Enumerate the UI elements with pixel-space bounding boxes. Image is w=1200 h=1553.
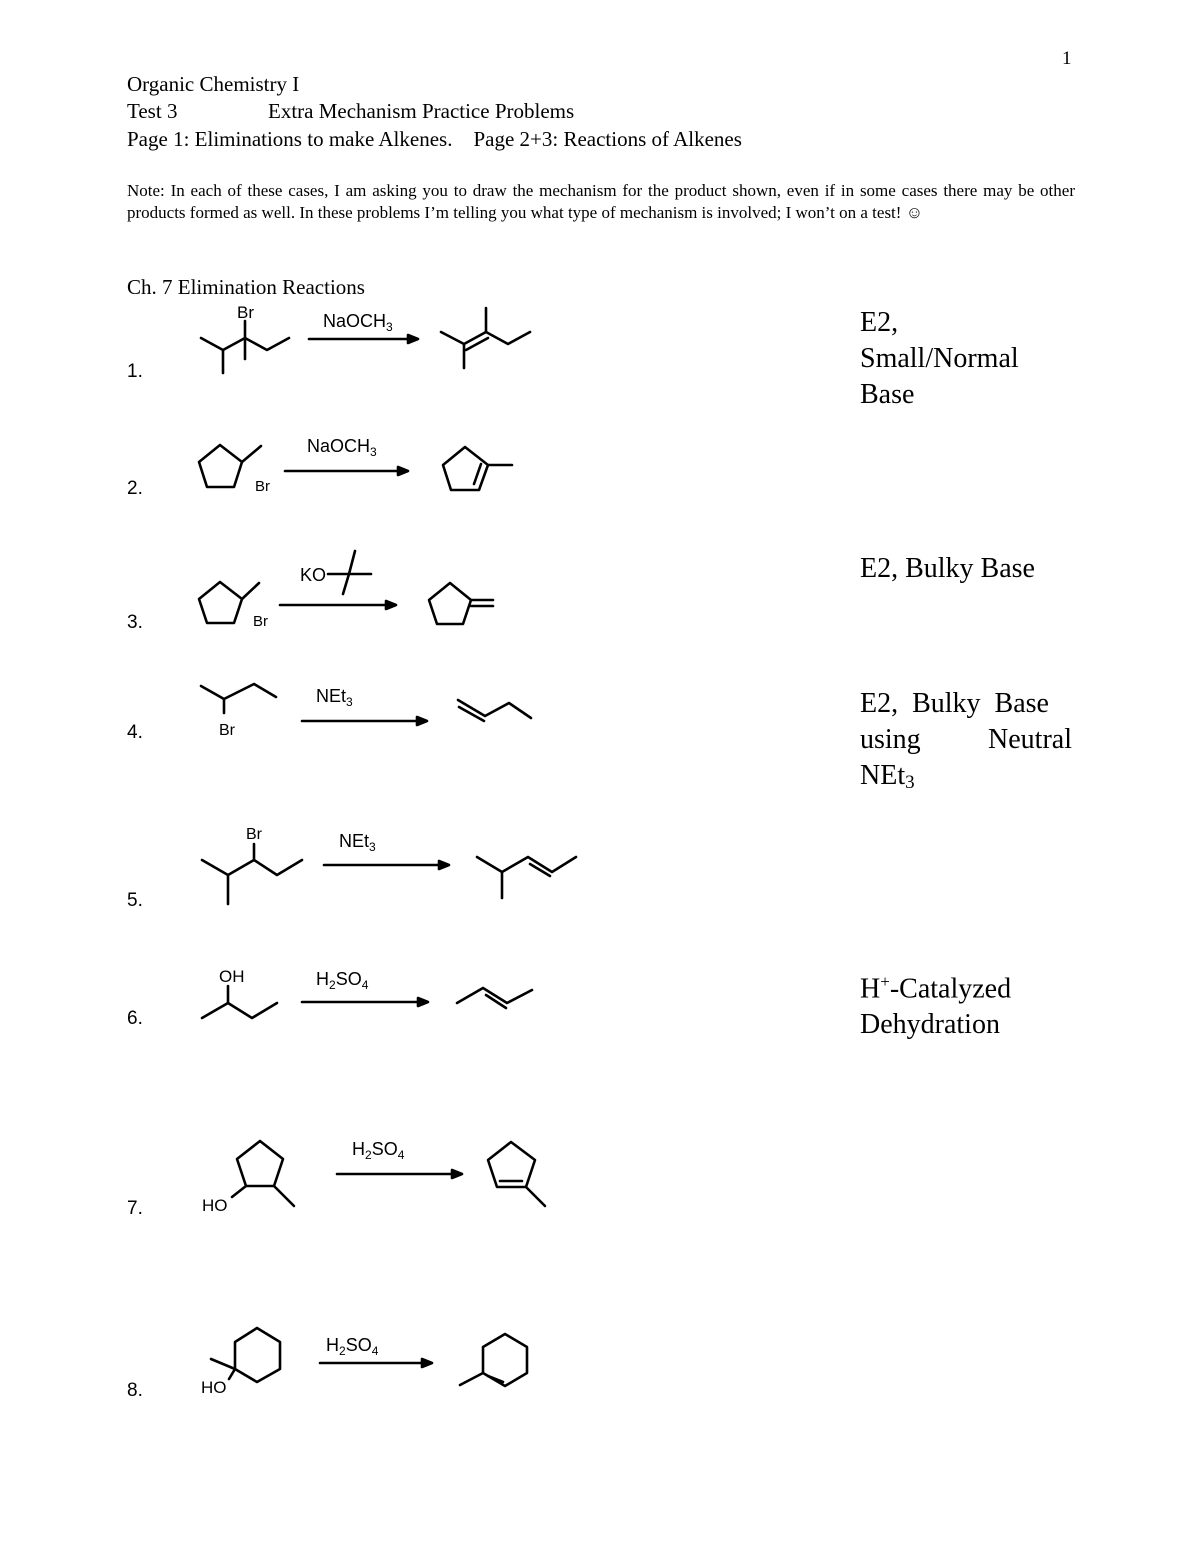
svg-text:NEt3: NEt$_3$ xyxy=(316,686,353,709)
note-paragraph: Note: In each of these cases, I am asking you to draw the mechanism for the product shown, even if in some cases there may be other products formed as well. In these problems I’m telling you what type of mechanism is involved; I won’t on a test! ☺ xyxy=(127,181,1075,222)
problem-number-6: 6. xyxy=(127,1008,143,1029)
svg-text:NaOCH3: NaOCH$_3$ xyxy=(323,311,393,334)
problem-3-arrow xyxy=(280,551,396,609)
svg-text:Br: Br xyxy=(246,826,262,843)
svg-text:Br: Br xyxy=(255,478,270,495)
problem-1-product xyxy=(441,308,530,368)
svg-text:Br: Br xyxy=(237,303,254,322)
svg-text:NEt3: NEt$_3$ xyxy=(339,831,376,854)
problem-8-reactant xyxy=(201,1328,280,1397)
problem-number-4: 4. xyxy=(127,722,143,743)
page-number: 1 xyxy=(1062,48,1072,69)
problem-number-8: 8. xyxy=(127,1380,143,1401)
problem-6-arrow xyxy=(302,969,428,1006)
problem-7-arrow xyxy=(337,1139,462,1178)
problem-number-1: 1. xyxy=(127,361,143,382)
problem-number-3: 3. xyxy=(127,612,143,633)
test-label: Test 3 xyxy=(127,99,178,123)
svg-text:Br: Br xyxy=(219,722,235,739)
svg-text:H2SO4: $H_2SO_4$ xyxy=(352,1139,405,1162)
problem-number-2: 2. xyxy=(127,478,143,499)
svg-text:HO: HO xyxy=(202,1196,228,1215)
problem-4-arrow xyxy=(302,686,427,725)
problem-8-arrow xyxy=(320,1335,432,1367)
problem-2-reactant xyxy=(199,445,270,495)
svg-text:NaOCH3: NaOCH$_3$ xyxy=(307,436,377,459)
problem-1-arrow xyxy=(309,311,418,343)
mechanism-label-e2-bulky: E2, Bulky Base xyxy=(860,553,1035,584)
pages-line: Page 1: Eliminations to make Alkenes. Page 2+3: Reactions of Alkenes xyxy=(127,127,742,151)
mechanism-label-e2-neutral: E2, Bulky Base using Neutral NEt3 xyxy=(860,688,1072,793)
mechanism-label-acid: H+-Catalyzed Dehydration xyxy=(860,972,1012,1041)
problem-7-product xyxy=(488,1142,545,1206)
problem-2-arrow xyxy=(285,436,408,475)
problem-7-reactant xyxy=(202,1141,294,1215)
svg-text:H2SO4: $H_2SO_4$ xyxy=(326,1335,379,1358)
svg-text:KO: KO xyxy=(300,565,327,585)
problem-6-product xyxy=(457,988,532,1008)
problem-5-reactant xyxy=(202,826,302,904)
problem-1-reactant xyxy=(201,303,289,373)
problem-6-reactant xyxy=(202,967,277,1018)
problem-8-product xyxy=(460,1334,527,1386)
problem-2-product xyxy=(443,447,512,490)
problem-5-arrow xyxy=(324,831,449,869)
problem-4-reactant xyxy=(201,684,276,739)
svg-text:H2SO4: $H_2SO_4$ xyxy=(316,969,369,992)
section-title: Ch. 7 Elimination Reactions xyxy=(127,275,365,299)
problem-5-product xyxy=(477,857,576,898)
page-subtitle: Extra Mechanism Practice Problems xyxy=(268,99,575,123)
svg-text:HO: HO xyxy=(201,1378,227,1397)
svg-text:OH: OH xyxy=(219,967,245,986)
course-title: Organic Chemistry I xyxy=(127,72,300,96)
problem-number-7: 7. xyxy=(127,1198,143,1219)
svg-text:Br: Br xyxy=(253,613,268,630)
problem-3-reactant xyxy=(199,582,268,630)
problem-3-product xyxy=(429,583,493,624)
problem-4-product xyxy=(458,700,531,721)
mechanism-label-e2-small: E2, Small/Normal Base xyxy=(860,307,1019,410)
problem-number-5: 5. xyxy=(127,890,143,911)
